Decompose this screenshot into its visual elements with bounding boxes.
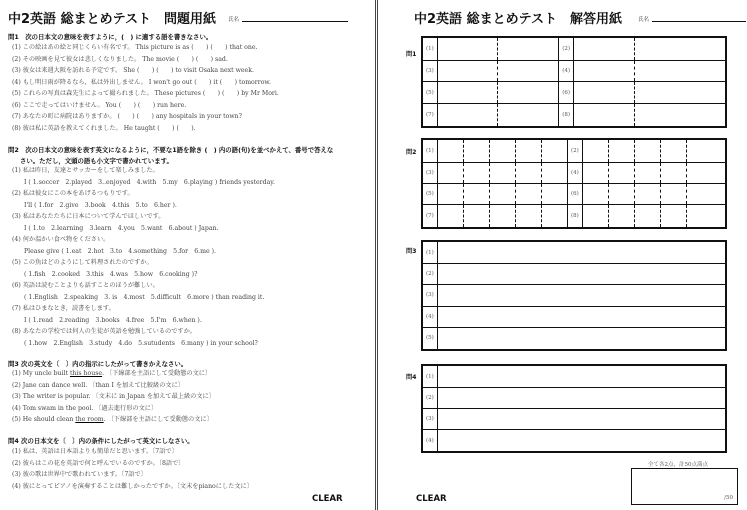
q2-item-japanese: (7) 私はひまなとき，読書をします。 bbox=[12, 305, 115, 312]
q2-answer-cell[interactable] bbox=[609, 139, 635, 162]
q1-item: (7) あなたの町に病院はありますか。 ( ) ( ) any hospitals in your town? bbox=[12, 113, 242, 120]
q3-item-underlined: the room bbox=[75, 416, 104, 423]
q2-answer-cell[interactable] bbox=[489, 162, 515, 183]
q3-heading: 問3 次の英文を〔 〕内の指示にしたがって書きかえなさい。 bbox=[8, 360, 188, 368]
q2-answer-cell[interactable] bbox=[541, 139, 567, 162]
q1-item: (8) 彼は私に英語を教えてくれました。 He taught ( ) ( ). bbox=[12, 124, 196, 132]
q3-item-text: (1) My uncle built bbox=[12, 370, 70, 377]
q2-item-japanese: (6) 英語は読むことよりも話すことのほうが難しい。 bbox=[12, 282, 159, 289]
page-title: 中2英語 総まとめテスト 問題用紙 bbox=[8, 12, 217, 27]
answer-number: (2) bbox=[422, 264, 437, 285]
answer-number: (6) bbox=[559, 82, 574, 104]
q2-answer-cell[interactable] bbox=[515, 183, 541, 204]
q2-answer-cell[interactable] bbox=[463, 162, 489, 183]
answer-row bbox=[422, 388, 726, 409]
q4-answer-cell[interactable] bbox=[437, 388, 726, 409]
q2-item-choices: I ( 1.soccer 2.played 3..enjoyed 4.with 5.my 6.playing ) friends yesterday. bbox=[24, 178, 275, 186]
q4-answer-cell[interactable] bbox=[437, 430, 726, 453]
q3-answer-cell[interactable] bbox=[437, 327, 726, 350]
q2-answer-cell[interactable] bbox=[437, 139, 463, 162]
q2-label: 問2 bbox=[406, 149, 417, 156]
q3-label: 問3 bbox=[406, 248, 417, 255]
q2-item-choices: I'll ( 1.for 2.give 3.book 4.this 5.to 6.her ). bbox=[24, 201, 177, 209]
q2-answer-cell[interactable] bbox=[489, 205, 515, 228]
answer-row bbox=[422, 409, 726, 430]
score-total: /50 bbox=[724, 495, 733, 501]
q3-item-text: (2) Jane can dance well. 〔than I を加えて比較級の文に〕 bbox=[12, 381, 184, 389]
answer-row bbox=[422, 306, 726, 327]
q1-answer-cell[interactable] bbox=[635, 37, 726, 60]
q2-answer-cell[interactable] bbox=[609, 205, 635, 228]
answer-number: (3) bbox=[422, 285, 437, 306]
q1-answer-cell[interactable] bbox=[574, 104, 635, 127]
answer-row bbox=[422, 285, 726, 306]
q2-item-choices: ( 1.fish 2.cooked 3.this 4.was 5.how 6.cooking )? bbox=[24, 270, 198, 278]
q2-answer-cell[interactable] bbox=[515, 205, 541, 228]
q3-item-instruction: . 〔下線部を主語にして受動態の文に〕 bbox=[102, 370, 212, 377]
clear-button[interactable]: CLEAR bbox=[312, 494, 343, 504]
q2-answer-cell[interactable] bbox=[661, 205, 687, 228]
q2-answer-cell[interactable] bbox=[463, 139, 489, 162]
q1-answer-cell[interactable] bbox=[498, 104, 559, 127]
q3-list bbox=[12, 368, 215, 426]
q1-answer-cell[interactable] bbox=[437, 37, 498, 60]
q3-item-text: (3) The writer is popular. 〔文末に in Japan を加えて最上級の文に〕 bbox=[12, 393, 215, 400]
q2-item-japanese: (4) 何か温かい食べ物をください。 bbox=[12, 236, 110, 243]
q2-answer-cell[interactable] bbox=[463, 205, 489, 228]
q2-item-choices: ( 1.English 2.speaking 3. is 4.most 5.difficult 6.more ) than reading it. bbox=[24, 293, 265, 301]
name-field[interactable] bbox=[652, 21, 746, 22]
q2-answer-cell[interactable] bbox=[635, 162, 661, 183]
q2-answer-cell[interactable] bbox=[582, 139, 608, 162]
q2-answer-cell[interactable] bbox=[582, 162, 608, 183]
q1-answer-cell[interactable] bbox=[437, 104, 498, 127]
q2-answer-cell[interactable] bbox=[541, 162, 567, 183]
answer-number: (4) bbox=[422, 430, 437, 453]
answer-number: (2) bbox=[559, 37, 574, 60]
q1-answer-cell[interactable] bbox=[437, 60, 498, 82]
answer-number: (7) bbox=[422, 104, 437, 127]
q1-item: (3) 彼女は来週大阪を訪れる予定です。 She ( ) ( ) to visit Osaka next week. bbox=[12, 67, 254, 74]
q2-answer-cell[interactable] bbox=[515, 162, 541, 183]
q1-heading: 問1 次の日本文の意味を表すように，( ) に適する語を書きなさい。 bbox=[8, 33, 213, 41]
q2-answer-cell[interactable] bbox=[582, 205, 608, 228]
q3-item bbox=[12, 403, 215, 415]
q3-answer-cell[interactable] bbox=[437, 285, 726, 306]
answer-row bbox=[422, 104, 726, 127]
q2-answer-cell[interactable] bbox=[635, 205, 661, 228]
q2-answer-cell[interactable] bbox=[661, 183, 687, 204]
score-box[interactable] bbox=[631, 468, 738, 505]
answer-number: (3) bbox=[422, 162, 437, 183]
q2-heading: 問2 次の日本文の意味を表す英文になるように，不要な1語を除き ( ) 内の語(句)を並べかえて、番号で答えな bbox=[8, 146, 334, 154]
q2-answer-cell[interactable] bbox=[489, 183, 515, 204]
q3-item-instruction: . 〔下線部を主語にして受動態の文に〕 bbox=[103, 416, 213, 423]
page-title: 中2英語 総まとめテスト 解答用紙 bbox=[414, 12, 623, 27]
q4-item: (4) 彼にとってピアノを演奏することは難しかったですか。〔文末をpianoにした文に〕 bbox=[12, 482, 253, 490]
q2-answer-cell[interactable] bbox=[437, 162, 463, 183]
q2-answer-cell[interactable] bbox=[582, 183, 608, 204]
name-field[interactable] bbox=[242, 21, 348, 22]
q1-answer-cell[interactable] bbox=[635, 60, 726, 82]
answer-number: (2) bbox=[422, 388, 437, 409]
answer-number: (5) bbox=[422, 82, 437, 104]
q2-answer-cell[interactable] bbox=[609, 183, 635, 204]
answer-number: (1) bbox=[422, 241, 437, 264]
answer-number: (4) bbox=[559, 60, 574, 82]
answer-sheet bbox=[377, 0, 747, 510]
answer-row bbox=[422, 327, 726, 350]
answer-row bbox=[422, 205, 726, 228]
answer-row bbox=[422, 430, 726, 453]
answer-row bbox=[422, 264, 726, 285]
answer-row bbox=[422, 162, 726, 183]
answer-number: (3) bbox=[422, 60, 437, 82]
answer-number: (8) bbox=[559, 104, 574, 127]
q2-answer-cell[interactable] bbox=[635, 139, 661, 162]
q4-answer-table bbox=[421, 364, 727, 453]
name-label: 氏名 bbox=[228, 17, 240, 23]
q1-item: (4) もし明日雨が降るなら，私は外出しません。 I won't go out ( ) it ( ) tomorrow. bbox=[12, 78, 271, 86]
clear-button[interactable]: CLEAR bbox=[416, 494, 447, 504]
answer-number: (2) bbox=[567, 139, 582, 162]
answer-row bbox=[422, 37, 726, 60]
q1-answer-cell[interactable] bbox=[574, 37, 635, 60]
q3-item-underlined: this house bbox=[69, 370, 103, 377]
answer-number: (4) bbox=[422, 306, 437, 327]
answer-number: (7) bbox=[422, 205, 437, 228]
q1-answer-table bbox=[421, 36, 727, 128]
q2-answer-cell[interactable] bbox=[687, 139, 726, 162]
q2-item-choices: I ( 1.read 2.reading 3.books 4.free 5.I'm 6.when ). bbox=[24, 316, 202, 324]
answer-number: (3) bbox=[422, 409, 437, 430]
q1-item: (1) この絵はあの絵と同じくらい有名です。 This picture is as ( ) ( ) that one. bbox=[12, 44, 258, 51]
answer-number: (8) bbox=[567, 205, 582, 228]
q4-answer-cell[interactable] bbox=[437, 409, 726, 430]
q2-item-choices: I ( 1.to 2.learning 3.learn 4.you 5.want 6.about ) Japan. bbox=[24, 224, 219, 232]
q1-answer-cell[interactable] bbox=[574, 82, 635, 104]
q3-item bbox=[12, 391, 215, 403]
q3-item bbox=[12, 414, 215, 426]
q2-heading-cont: さい。ただし，文頭の語も小文字で書かれています。 bbox=[20, 157, 173, 165]
q2-item-japanese: (3) 私はあなたたちに日本について学んでほしいです。 bbox=[12, 213, 165, 220]
q2-answer-cell[interactable] bbox=[687, 183, 726, 204]
q4-item: (1) 私は、英語は日本語よりも簡単だと思います。〔7語で〕 bbox=[12, 448, 178, 455]
answer-row bbox=[422, 60, 726, 82]
q1-answer-cell[interactable] bbox=[635, 82, 726, 104]
q4-list bbox=[12, 446, 253, 492]
q1-answer-cell[interactable] bbox=[574, 60, 635, 82]
answer-row bbox=[422, 183, 726, 204]
answer-number: (1) bbox=[422, 37, 437, 60]
q4-item: (2) 彼らはこの花を英語で何と呼んでいるのですか。〔8語で〕 bbox=[12, 459, 185, 467]
q2-answer-cell[interactable] bbox=[687, 162, 726, 183]
q2-item-japanese: (5) この魚はどのようにして料理されたのですか。 bbox=[12, 259, 153, 266]
answer-number: (6) bbox=[567, 183, 582, 204]
q2-item-japanese: (8) あなたの学校では何人の生徒が英語を勉強しているのですか。 bbox=[12, 328, 196, 335]
name-label: 氏名 bbox=[638, 17, 650, 23]
q4-label: 問4 bbox=[406, 374, 417, 381]
q2-answer-cell[interactable] bbox=[661, 162, 687, 183]
q1-item: (6) ここで走ってはいけません。 You ( ) ( ) run here. bbox=[12, 101, 187, 109]
q1-answer-cell[interactable] bbox=[437, 82, 498, 104]
q3-answer-cell[interactable] bbox=[437, 264, 726, 285]
answer-number: (4) bbox=[567, 162, 582, 183]
answer-row bbox=[422, 82, 726, 104]
answer-number: (1) bbox=[422, 365, 437, 388]
q2-answer-cell[interactable] bbox=[541, 205, 567, 228]
q4-heading: 問4 次の日本文を〔 〕内の条件にしたがって英文にしなさい。 bbox=[8, 437, 194, 445]
q2-answer-cell[interactable] bbox=[463, 183, 489, 204]
q2-list bbox=[12, 165, 275, 349]
q2-item-choices: ( 1.how 2.English 3.study 4.do 5.sutudents 6.many ) in your school? bbox=[24, 339, 258, 347]
answer-number: (5) bbox=[422, 183, 437, 204]
answer-row bbox=[422, 241, 726, 264]
q2-answer-cell[interactable] bbox=[541, 183, 567, 204]
answer-number: (5) bbox=[422, 327, 437, 350]
q2-answer-cell[interactable] bbox=[515, 139, 541, 162]
q2-answer-cell[interactable] bbox=[687, 205, 726, 228]
q4-item: (3) 彼の歌は世界中で歌われています。〔7語で〕 bbox=[12, 471, 147, 478]
q1-answer-cell[interactable] bbox=[498, 37, 559, 60]
q3-answer-table bbox=[421, 240, 727, 351]
q1-answer-cell[interactable] bbox=[498, 82, 559, 104]
q1-item: (5) これらの写真は森先生によって撮られました。 These pictures ( ) ( ) by Mr Mori. bbox=[12, 90, 279, 97]
q3-item-text: (5) He should clean bbox=[12, 416, 76, 423]
q2-item-japanese: (1) 私は昨日，友達とサッカーをして楽しみました。 bbox=[12, 167, 159, 174]
q2-item-japanese: (2) 私は彼女にこの本をあげるつもりです。 bbox=[12, 190, 134, 197]
q4-answer-cell[interactable] bbox=[437, 365, 726, 388]
q1-list bbox=[12, 42, 279, 134]
q1-answer-cell[interactable] bbox=[635, 104, 726, 127]
q3-answer-cell[interactable] bbox=[437, 241, 726, 264]
q2-item-choices: Please give ( 1.eat 2.hot 3.to 4.something 5.for 6.me ). bbox=[24, 247, 217, 255]
answer-number: (1) bbox=[422, 139, 437, 162]
q3-item bbox=[12, 380, 215, 392]
q1-item: (2) その映画を見て彼女は悲しくなりました。 The movie ( ) ( ) sad. bbox=[12, 55, 228, 63]
score-note: 全て各2点，計50点満点 bbox=[648, 462, 708, 468]
q3-answer-cell[interactable] bbox=[437, 306, 726, 327]
answer-row bbox=[422, 365, 726, 388]
q2-answer-cell[interactable] bbox=[437, 183, 463, 204]
q1-answer-cell[interactable] bbox=[498, 60, 559, 82]
q2-answer-cell[interactable] bbox=[437, 205, 463, 228]
q2-answer-table bbox=[421, 138, 727, 229]
q3-item bbox=[12, 368, 215, 380]
q2-answer-cell[interactable] bbox=[489, 139, 515, 162]
answer-row bbox=[422, 139, 726, 162]
q3-item-text: (4) Tom swam in the pool. 〔過去進行形の文に〕 bbox=[12, 404, 158, 412]
q2-answer-cell[interactable] bbox=[609, 162, 635, 183]
q1-label: 問1 bbox=[406, 51, 417, 58]
q2-answer-cell[interactable] bbox=[635, 183, 661, 204]
q2-answer-cell[interactable] bbox=[661, 139, 687, 162]
